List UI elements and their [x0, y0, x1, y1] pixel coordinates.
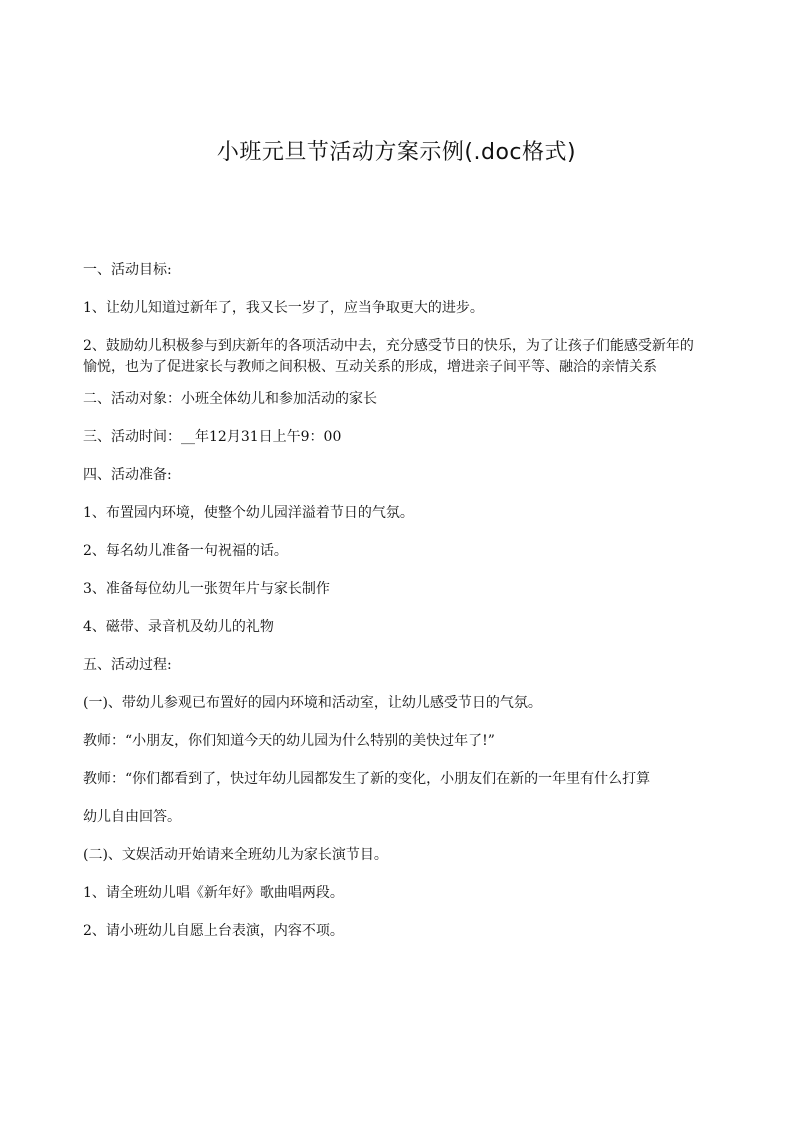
- preparation-item-1: 1、布置园内环境，使整个幼儿园洋溢着节日的气氛。: [83, 505, 414, 521]
- process-step-1: (一)、带幼儿参观已布置好的园内环境和活动室，让幼儿感受节日的气氛。: [83, 695, 542, 711]
- section-heading-time: 三、活动时间：__年12月31日上午9：00: [83, 429, 342, 445]
- goal-item-1: 1、让幼儿知道过新年了，我又长一岁了，应当争取更大的进步。: [83, 300, 484, 316]
- preparation-item-3: 3、准备每位幼儿一张贺年片与家长制作: [83, 581, 330, 597]
- section-heading-goals: 一、活动目标:: [83, 262, 172, 278]
- section-heading-process: 五、活动过程:: [83, 657, 172, 673]
- document-title: 小班元旦节活动方案示例(.doc格式): [216, 140, 577, 165]
- section-heading-participants: 二、活动对象：小班全体幼儿和参加活动的家长: [83, 391, 377, 407]
- children-answer: 幼儿自由回答。: [83, 809, 181, 825]
- performance-item-2: 2、请小班幼儿自愿上台表演，内容不项。: [83, 923, 344, 939]
- teacher-quote-1: 教师：“小朋友，你们知道今天的幼儿园为什么特别的美快过年了!”: [83, 733, 495, 749]
- performance-item-1: 1、请全班幼儿唱《新年好》歌曲唱两段。: [83, 885, 344, 901]
- section-heading-preparation: 四、活动准备:: [83, 467, 172, 483]
- process-step-2: (二)、文娱活动开始请来全班幼儿为家长演节目。: [83, 847, 388, 863]
- preparation-item-2: 2、每名幼儿准备一句祝福的话。: [83, 543, 288, 559]
- goal-item-2: 2、鼓励幼儿积极参与到庆新年的各项活动中去，充分感受节日的快乐，为了让孩子们能感受新年的愉悦，也为了促进家长与教师之间积极、互动关系的形成，增进亲子间平等、融洽的亲情关系: [83, 338, 694, 375]
- preparation-item-4: 4、磁带、录音机及幼儿的礼物: [83, 619, 274, 635]
- teacher-quote-2: 教师：“你们都看到了，快过年幼儿园都发生了新的变化，小朋友们在新的一年里有什么打算: [83, 771, 651, 787]
- document-body: [83, 260, 703, 959]
